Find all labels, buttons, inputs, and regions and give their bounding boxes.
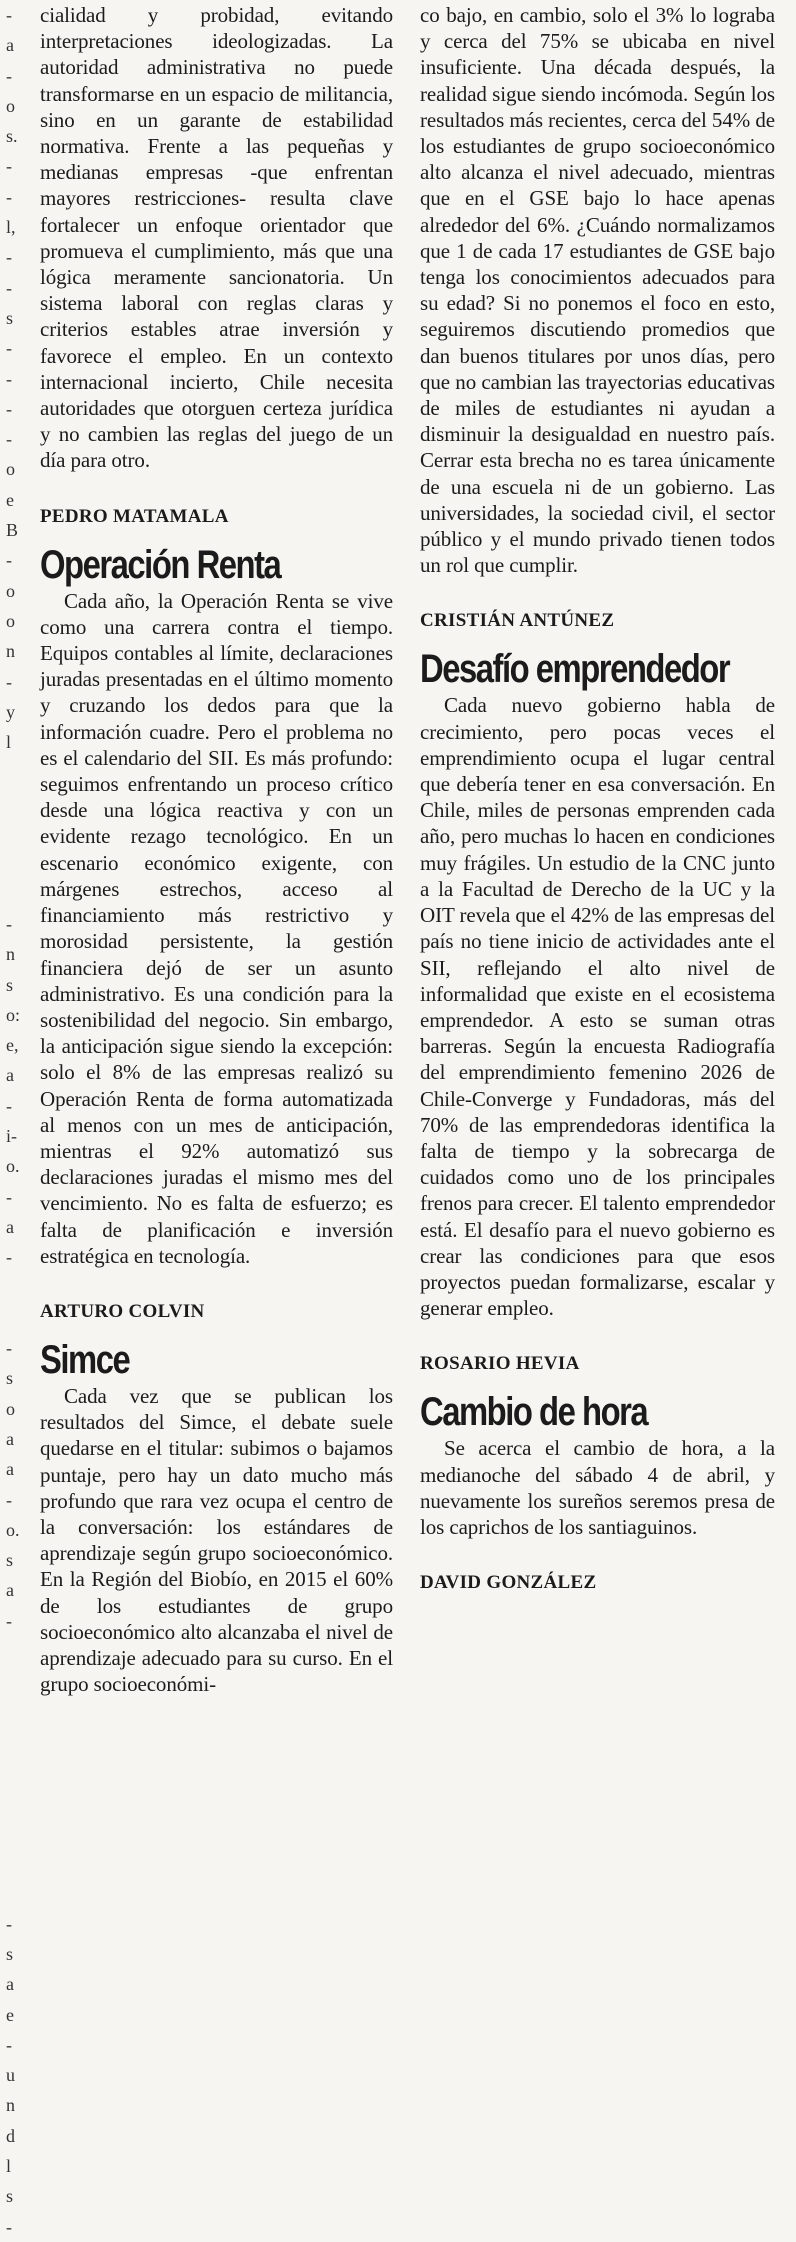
letter-author: PEDRO MATAMALA bbox=[40, 505, 229, 527]
gutter-fragment: s bbox=[6, 307, 14, 328]
letter-continuation-text: co bajo, en cambio, solo el 3% lo lograba y cerca del 75% se ubicaba en nivel insuficiente. Una década después, la realidad sigue siendo incómoda. Según los resultados más recientes, cerca del 54% de los estudiantes de grupo socioeconómico alto alcanza el nivel adecuado, mientras que en el GSE bajo lo hace apenas alrededor del 6%. ¿Cuándo normalizamos que 1 de cada 17 estudiantes de GSE bajo tenga los conocimientos adecuados para su edad? Si no ponemos el foco en esto, seguiremos discutiendo promedios que dan buenos titulares por unos días, pero que no cambian las trayectorias educativas de miles de estudiantes ni ayudan a disminuir la desigualdad en nuestro país. Cerrar esta brecha no es tarea únicamente de una escuela ni de un gobierno. Las universidades, la sociedad civil, el sector público y el mundo privado tienen todos un rol que cumplir. bbox=[420, 3, 775, 578]
gutter-fragment: - bbox=[6, 5, 12, 25]
gutter-fragment: y bbox=[6, 701, 15, 722]
gutter-fragment bbox=[0, 757, 26, 787]
gutter-fragment bbox=[0, 1878, 26, 1908]
gutter-fragment: o bbox=[6, 95, 15, 116]
gutter-fragment: i- bbox=[6, 1125, 17, 1146]
gutter-fragment bbox=[0, 879, 26, 909]
gutter-fragment bbox=[0, 1636, 26, 1666]
gutter-fragment: o bbox=[6, 459, 15, 480]
gutter-fragment: - bbox=[6, 368, 12, 389]
gutter-fragment: - bbox=[6, 1247, 12, 1268]
gutter-fragment: u bbox=[6, 2065, 15, 2086]
gutter-fragment: a bbox=[6, 1580, 14, 1601]
gutter-fragment: s bbox=[6, 1368, 14, 1389]
gutter-fragment: s bbox=[6, 1944, 14, 1964]
gutter-fragment: o bbox=[6, 580, 15, 601]
letter-author: DAVID GONZÁLEZ bbox=[420, 1572, 597, 1594]
gutter-fragment: o bbox=[6, 610, 15, 631]
left-column bbox=[40, 0, 393, 1697]
gutter-fragment: l, bbox=[6, 217, 16, 238]
gutter-fragment bbox=[0, 788, 26, 818]
letter-body: Cada nuevo gobierno habla de crecimiento, pero pocas veces el emprendimiento ocupa el lugar central que debería tener en esa conversación. En Chile, miles de personas emprenden cada año, pero muchas lo hacen en condiciones muy frágiles. Un estudio de la CNC junto a la Facultad de Derecho de la UC y la OIT revela que el 42% de las empresas del país no tiene inicio de actividades ante el SII, reflejando el alto nivel de informalidad que existe en el ecosistema emprendedor. A esto se suman otras barreras. Según la encuesta Radiografía del emprendimiento femenino 2026 de Chile-Converge y Fundadoras, más del 70% de las emprendedoras identifica la falta de tiempo y la sobrecarga de cuidados como uno de los principales frenos para crecer. El talento emprendedor está. El desafío para el nuevo gobierno es crear las condiciones para que esos proyectos puedan formalizarse, escalar y generar empleo. bbox=[420, 693, 775, 1321]
gutter-fragment: - bbox=[6, 1913, 12, 1934]
gutter-fragment bbox=[0, 1788, 26, 1818]
letter-continuation-text: cialidad y probidad, evitando interpretaciones ideologizadas. La autoridad administrativa no puede transformarse en un espacio de militancia, sino en un garante de estabilidad normativa. Frente a las pequeñas y medianas empresas -que enfrentan mayores restricciones- resulta clave fortalecer un enfoque orientador que promueva el cumplimiento, más que una lógica meramente sancionatoria. Un sistema laboral con reglas claras y criterios estables atrae inversión y favorece el empleo. En un contexto internacional incierto, Chile necesita autoridades que otorguen certeza jurídica y no cambien las reglas del juego de un día para otro. bbox=[40, 3, 393, 473]
gutter-fragment: a bbox=[6, 1216, 14, 1237]
gutter-fragment bbox=[0, 1666, 26, 1696]
gutter-fragment bbox=[0, 1303, 26, 1333]
gutter-fragment: - bbox=[6, 671, 12, 692]
gutter-fragment: e bbox=[6, 489, 14, 510]
gutter-fragment: l bbox=[6, 732, 12, 753]
letter-headline: Cambio de hora bbox=[420, 1390, 648, 1435]
gutter-fragment: e, bbox=[6, 1035, 19, 1056]
gutter-fragment: - bbox=[6, 2216, 12, 2237]
letter-body: Cada vez que se publican los resultados del Simce, el debate suele quedarse en el titular: subimos o bajamos puntaje, pero hay un dato mucho más profundo que rara vez ocupa el centro de la conversación: los estándares de aprendizaje según grupo socioeconómico. En la Región del Biobío, en 2015 el 60% de los estudiantes de grupo socioeconómico alto alcanzaba el nivel de aprendizaje adecuado para su curso. En el grupo socioeconómi- bbox=[40, 1383, 393, 1697]
letter-author: ROSARIO HEVIA bbox=[420, 1353, 580, 1375]
gutter-fragment: d bbox=[6, 2125, 15, 2146]
gutter-fragment: o. bbox=[6, 1519, 20, 1540]
gutter-fragment bbox=[0, 848, 26, 878]
gutter-fragment: - bbox=[6, 65, 12, 86]
gutter-fragment: n bbox=[6, 641, 15, 662]
letter-body: Se acerca el cambio de hora, a la medianoche del sábado 4 de abril, y nuevamente los sureños seremos presa de los caprichos de los santiaguinos. bbox=[420, 1436, 775, 1539]
gutter-fragment: - bbox=[6, 277, 12, 298]
gutter-fragment bbox=[0, 1272, 26, 1302]
gutter-fragment: e bbox=[6, 2004, 14, 2025]
gutter-fragment bbox=[0, 818, 26, 848]
gutter-fragment: B bbox=[6, 520, 19, 541]
gutter-fragment: o: bbox=[6, 1004, 21, 1025]
letter-author: ARTURO COLVIN bbox=[40, 1300, 205, 1322]
gutter-fragment: - bbox=[6, 398, 12, 419]
gutter-fragment: o. bbox=[6, 1156, 20, 1177]
gutter-fragment: s bbox=[6, 974, 14, 995]
gutter-fragment: n bbox=[6, 2095, 15, 2116]
gutter-fragment bbox=[0, 1818, 26, 1848]
gutter-fragment: - bbox=[6, 156, 12, 177]
gutter-fragment: o bbox=[6, 1398, 15, 1419]
gutter-fragment: a bbox=[6, 1459, 14, 1480]
gutter-fragment: - bbox=[6, 1186, 12, 1207]
gutter-fragment: - bbox=[6, 186, 12, 207]
gutter-fragment: - bbox=[6, 1489, 12, 1510]
letter-headline: Desafío emprendedor bbox=[420, 647, 730, 692]
gutter-fragment bbox=[0, 1848, 26, 1878]
gutter-fragment: s bbox=[6, 1550, 14, 1571]
gutter-fragment: s bbox=[6, 2186, 14, 2207]
letter-headline: Operación Renta bbox=[40, 542, 281, 587]
gutter-fragment: - bbox=[6, 1095, 12, 1116]
gutter-fragment: a bbox=[6, 35, 14, 56]
gutter-fragment: - bbox=[6, 2034, 12, 2055]
gutter-fragment: s. bbox=[6, 126, 18, 147]
right-column bbox=[420, 0, 775, 1608]
gutter-fragment bbox=[0, 1757, 26, 1787]
gutter-fragment: - bbox=[6, 247, 12, 268]
gutter-fragment: a bbox=[6, 1065, 14, 1086]
previous-column-fragments bbox=[0, 0, 26, 2237]
gutter-fragment: - bbox=[6, 550, 12, 571]
letter-headline: Simce bbox=[40, 1337, 130, 1382]
gutter-fragment bbox=[0, 1727, 26, 1757]
gutter-fragment bbox=[0, 1697, 26, 1727]
gutter-fragment: a bbox=[6, 1974, 14, 1995]
gutter-fragment: - bbox=[6, 1610, 12, 1631]
letter-author: CRISTIÁN ANTÚNEZ bbox=[420, 610, 615, 632]
gutter-fragment: n bbox=[6, 944, 15, 965]
gutter-fragment: - bbox=[6, 338, 12, 359]
gutter-fragment: - bbox=[6, 913, 12, 934]
gutter-fragment: - bbox=[6, 429, 12, 450]
letter-body: Cada año, la Operación Renta se vive como una carrera contra el tiempo. Equipos contables al límite, declaraciones juradas presentadas en el último momento y cruzando los dedos para que la información cuadre. Pero el problema no es el calendario del SII. Es más profundo: seguimos enfrentando un proceso crítico desde una lógica reactiva y con un evidente rezago tecnológico. En un escenario económico exigente, con márgenes estrechos, acceso al financiamiento más restrictivo y morosidad persistente, la gestión financiera dejó de ser un asunto administrativo. Es una condición para la sostenibilidad del negocio. Sin embargo, la anticipación sigue siendo la excepción: solo el 8% de las empresas realizó su Operación Renta de forma automatizada al menos con un mes de anticipación, mientras el 92% automatizó sus declaraciones juradas el mismo mes del vencimiento. No es falta de esfuerzo; es falta de planificación e inversión estratégica en tecnología. bbox=[40, 588, 393, 1268]
gutter-fragment: l bbox=[6, 2156, 12, 2177]
gutter-fragment: - bbox=[6, 1338, 12, 1359]
gutter-fragment: a bbox=[6, 1428, 14, 1449]
